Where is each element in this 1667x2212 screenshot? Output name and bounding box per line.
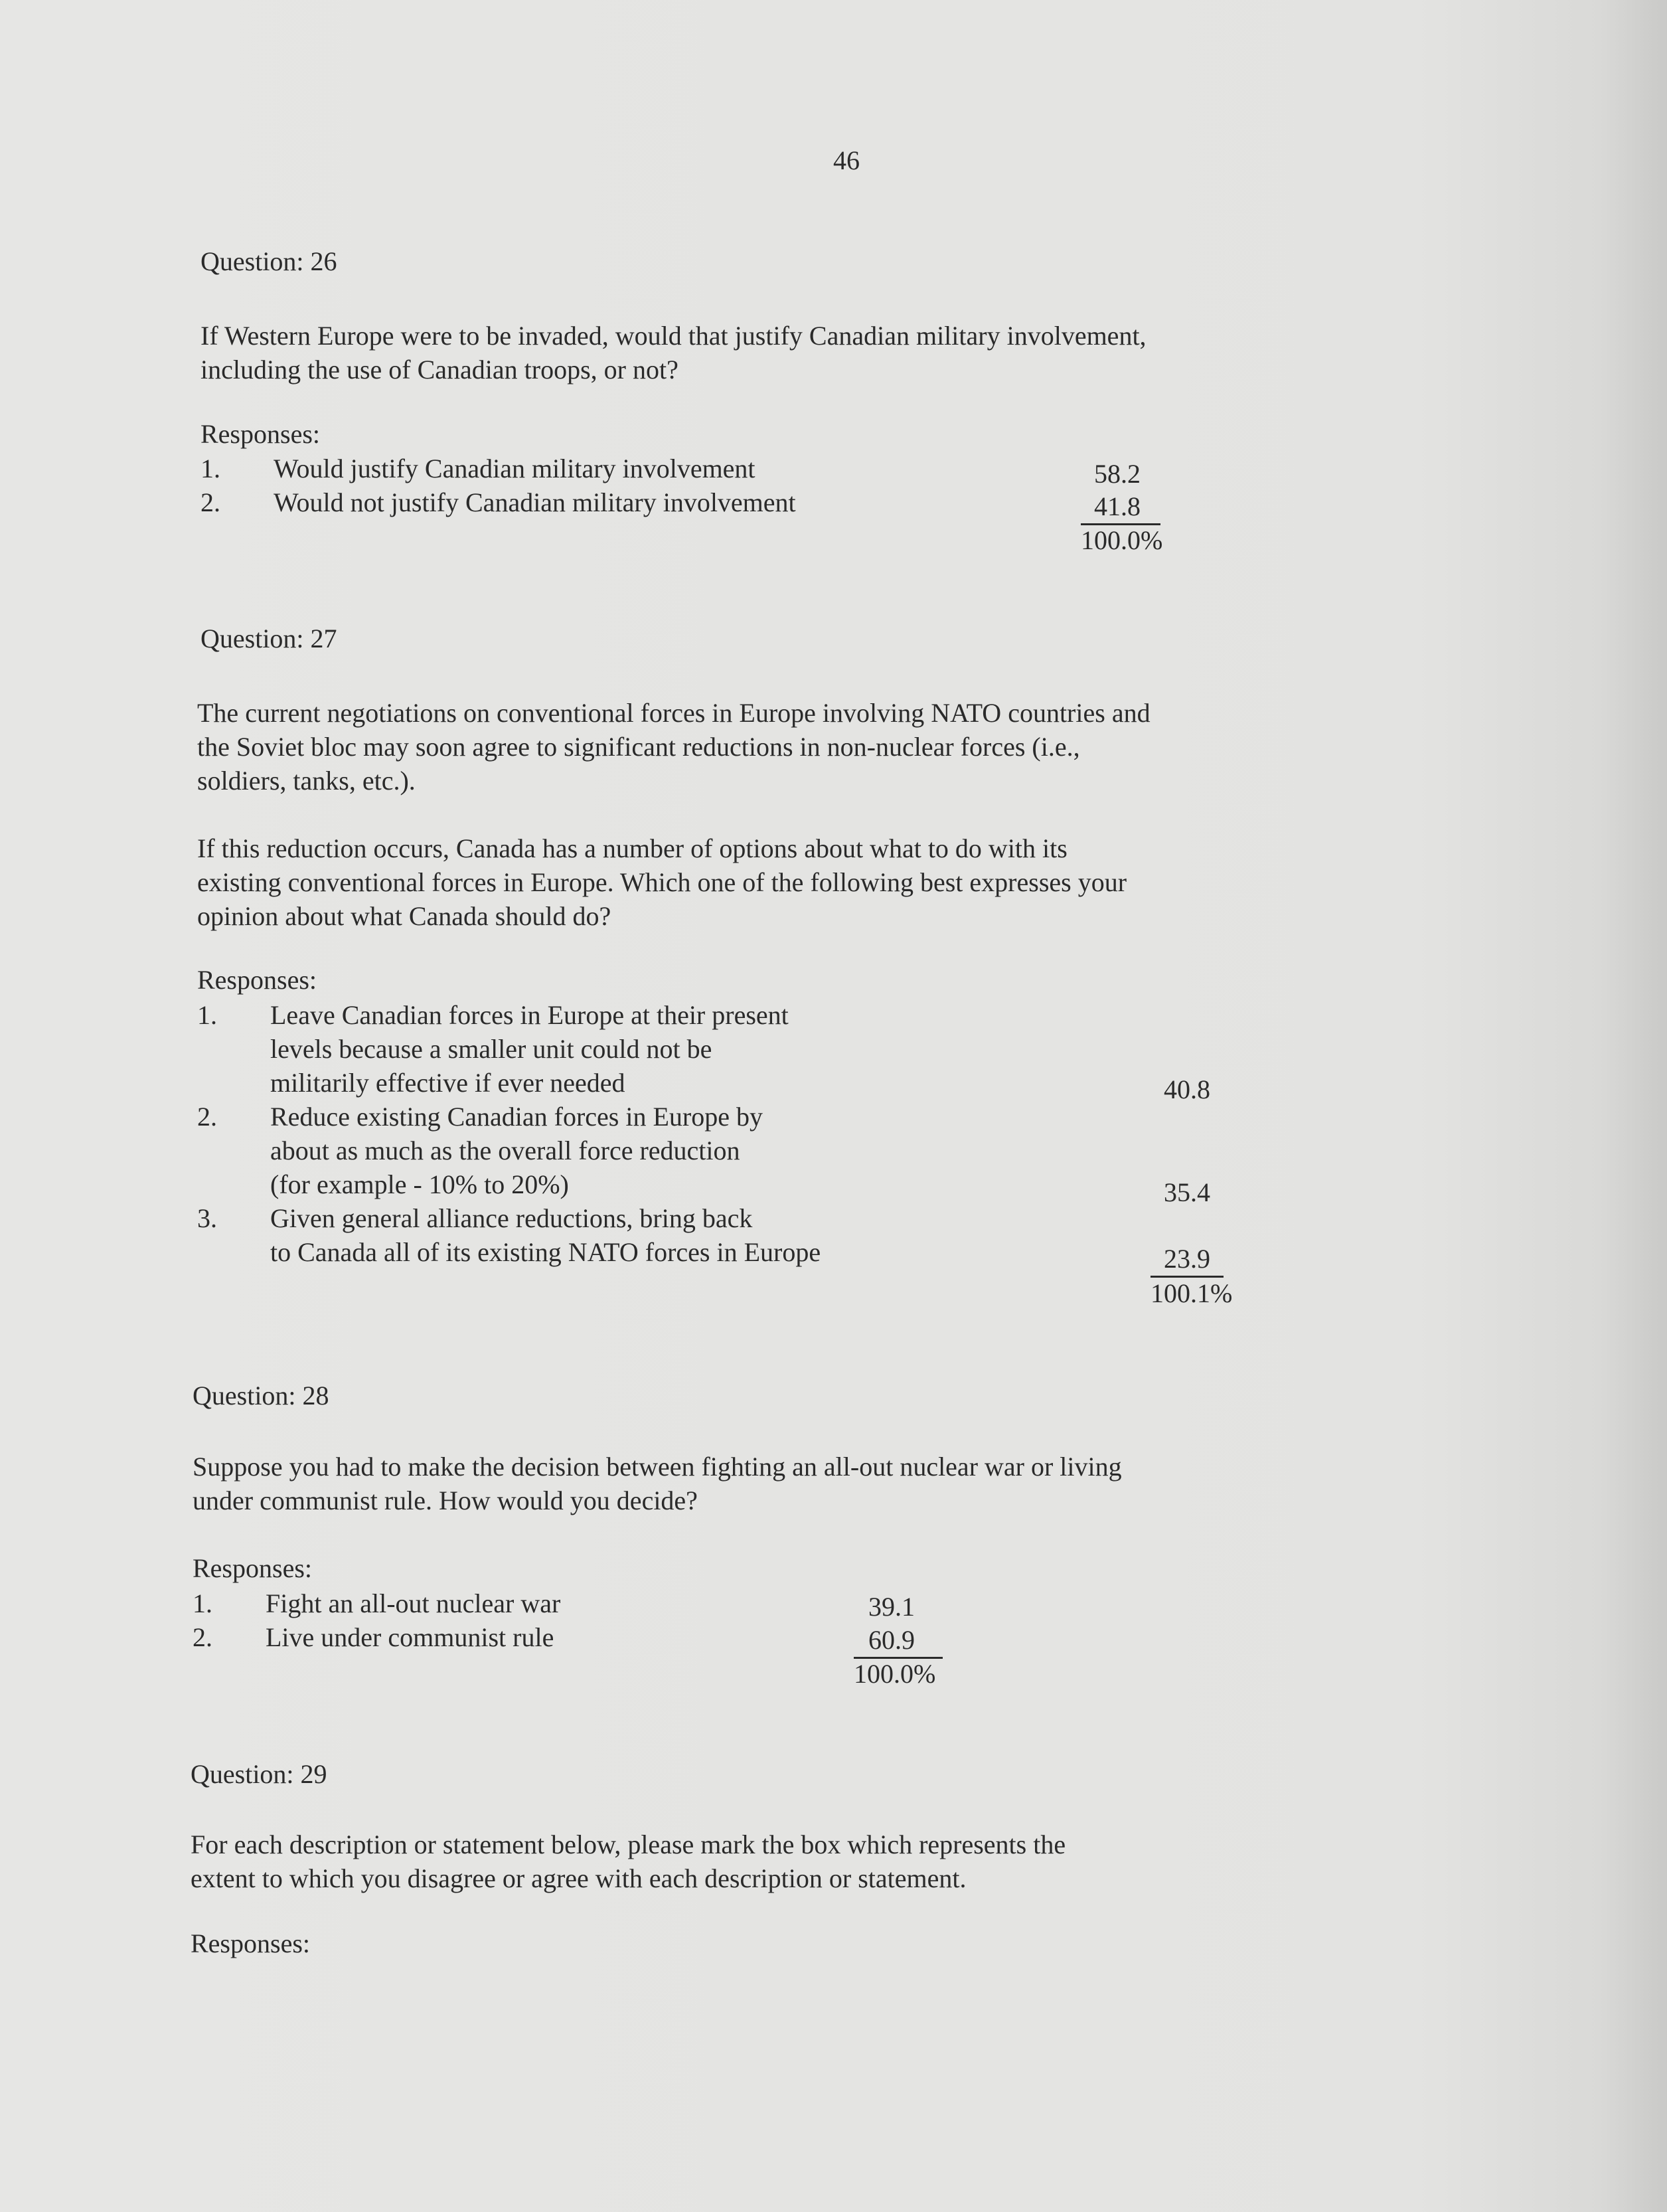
question-26-heading: Question: 26 [200,246,337,276]
question-29-heading: Question: 29 [191,1759,327,1789]
question-27-heading: Question: 27 [200,624,337,653]
question-27-total: 100.1% [1151,1278,1233,1308]
question-27-value-2: 35.4 [1164,1177,1210,1207]
question-28-heading: Question: 28 [193,1381,329,1410]
question-26-text: If Western Europe were to be invaded, would that justify Canadian military involvement, including the use of Canadian troops, or not? [200,321,1147,384]
question-26-total: 100.0% [1081,525,1163,555]
question-26-value-1: 58.2 [1094,459,1141,489]
question-26-responses-label: Responses: [200,419,320,449]
document-page: 46 Question: 26 If Western Europe were to be invaded, would that justify Canadian military involvement, including the use of Canadian troops, or not? Responses: 1. Would justify Canadian military involvement 58.2 2. Would not justify Canadian military involvement 41.8 100.0% Question: 27 The current negotiations on conventional forces in Europe involving NATO countries and the Soviet bloc may soon agree to significant reductions in non-nuclear forces (i.e., soldiers, tanks, etc.). If this reduction occurs, Canada has a number of options about what to do with its existing conventional forces in Europe. Which one of the following best expresses your opinion about what Canada should do? Responses: 1. Leave Canadian forces in Europe at their present levels because a smaller unit could not be militarily effective if ever needed 40.8 2. Reduce existing Canadian forces in Europe by about as much as the overall force reduction (for example - 10% to 20%) 35.4 3. Given general alliance reductions, bring back to Canada all of its existing NATO forces in Europe 23.9 100.1% Question: 28 Suppose you had to make the decision between fighting an all-out nuclear war or living under communist rule. How would you decide? Responses: 1. Fight an all-out nuclear war 39.1 2. Live under communist rule 60.9 100.0% Question: 29 For each description or statement below, please mark the box which represents the extent to which you disagree or agree with each description or statement. Responses: [0,0,1667,2212]
question-28-value-2: 60.9 [854,1624,943,1659]
question-28-total: 100.0% [854,1659,936,1689]
question-29-text: For each description or statement below, please mark the box which represents the extent to which you disagree or agree with each description or statement. [191,1829,1066,1893]
question-27-para-1: The current negotiations on conventional forces in Europe involving NATO countries and the Soviet bloc may soon agree to significant reductions in non-nuclear forces (i.e., soldiers, tanks, etc.). [197,698,1151,796]
question-28-responses-label: Responses: [193,1553,312,1583]
question-27-responses-label: Responses: [197,965,317,995]
question-28-value-1: 39.1 [868,1592,915,1622]
question-27-value-1: 40.8 [1164,1074,1210,1104]
page-number: 46 [833,145,860,175]
question-27-para-2: If this reduction occurs, Canada has a number of options about what to do with its existing conventional forces in Europe. Which one of the following best expresses your opinion about what Canada should do? [197,833,1127,931]
question-29-responses-label: Responses: [191,1928,310,1958]
question-27-value-3: 23.9 [1151,1243,1224,1278]
question-26-value-2: 41.8 [1081,491,1160,525]
question-28-text: Suppose you had to make the decision between fighting an all-out nuclear war or living under communist rule. How would you decide? [193,1452,1122,1515]
